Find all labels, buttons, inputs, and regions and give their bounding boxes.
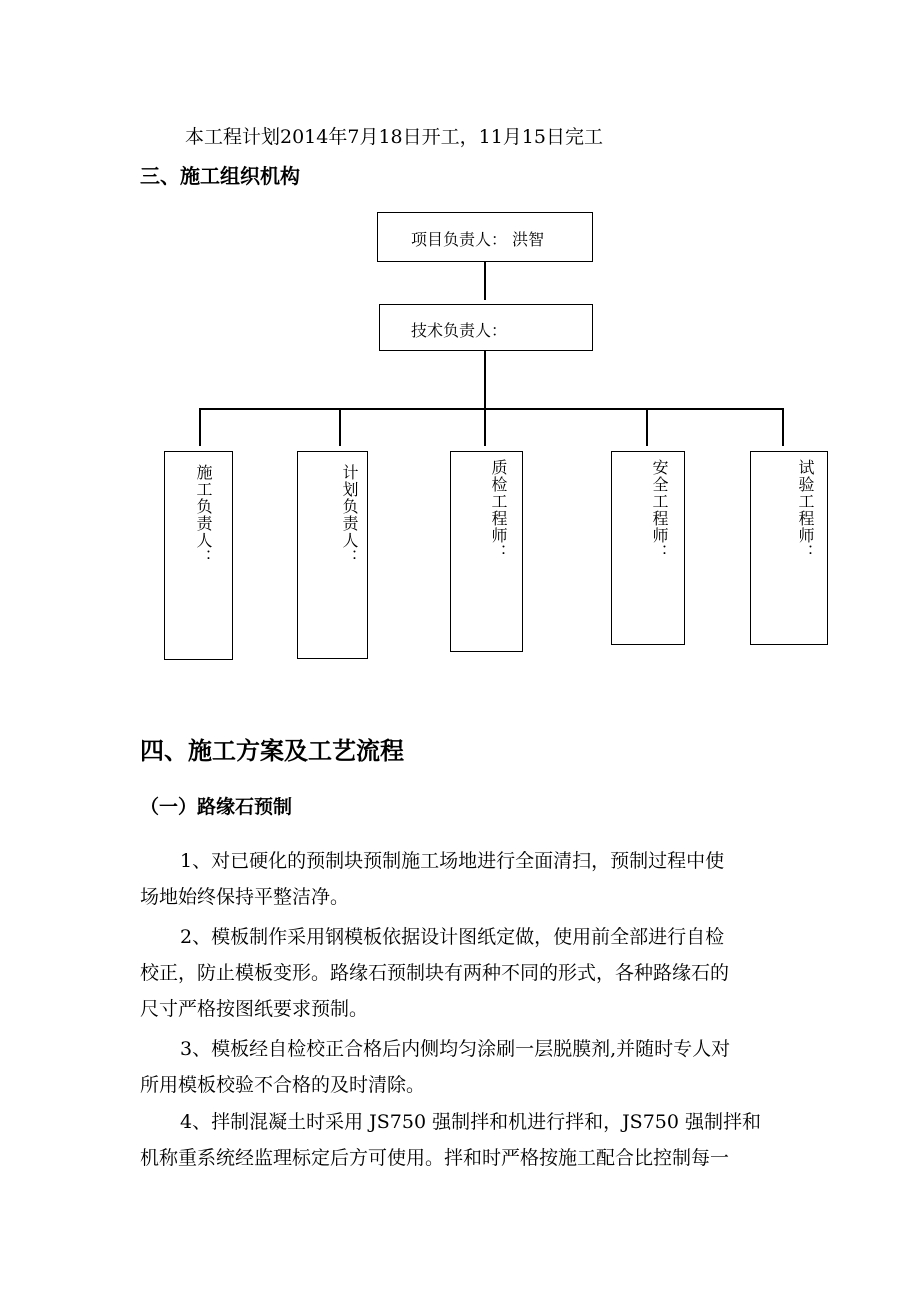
- paragraph-line: 校正，防止模板变形。路缘石预制块有两种不同的形式，各种路缘石的: [140, 962, 730, 984]
- connector-line: [339, 408, 341, 446]
- project-manager-label: 项目负责人： 洪智: [411, 230, 545, 249]
- paragraph: [140, 1104, 790, 1176]
- role-label: 计划负责人：: [340, 464, 359, 566]
- role-label: 施工负责人：: [194, 464, 213, 566]
- tech-manager-label: 技术负责人：: [411, 321, 508, 340]
- paragraph-line: 场地始终保持平整洁净。: [140, 886, 350, 908]
- connector-line: [646, 408, 648, 446]
- paragraph-line: 4、拌制混凝土时采用 JS750 强制拌和机进行拌和，JS750 强制拌和: [180, 1111, 762, 1133]
- connector-line: [484, 408, 486, 446]
- connector-line: [782, 408, 784, 446]
- role-box-construction: [164, 451, 233, 660]
- project-manager-box: [377, 212, 593, 262]
- role-box-planning: [297, 451, 368, 659]
- connector-bus: [199, 408, 783, 410]
- paragraph-line: 2、模板制作采用钢模板依据设计图纸定做，使用前全部进行自检: [180, 926, 725, 948]
- paragraph-line: 所用模板校验不合格的及时清除。: [140, 1074, 426, 1096]
- tech-manager-box: [379, 304, 593, 351]
- paragraph-line: 机称重系统经监理标定后方可使用。拌和时严格按施工配合比控制每一: [140, 1147, 730, 1169]
- schedule-text: 本工程计划2014年7月18日开工，11月15日完工: [185, 126, 603, 148]
- section-4-heading: 四、施工方案及工艺流程: [140, 737, 404, 765]
- role-label: 试验工程师：: [796, 459, 815, 561]
- paragraph: [140, 919, 790, 1027]
- role-label: 质检工程师：: [489, 459, 508, 561]
- paragraph-line: 1、对已硬化的预制块预制施工场地进行全面清扫，预制过程中使: [180, 850, 725, 872]
- section-3-heading: 三、施工组织机构: [140, 164, 300, 188]
- connector-line: [484, 262, 486, 300]
- role-box-safety: [611, 451, 685, 645]
- role-label: 安全工程师：: [650, 459, 669, 561]
- paragraph: [140, 1031, 790, 1103]
- paragraph-line: 3、模板经自检校正合格后内侧均匀涂刷一层脱膜剂,并随时专人对: [180, 1038, 731, 1060]
- role-box-quality: [450, 451, 523, 652]
- subsection-heading: （一）路缘石预制: [140, 796, 293, 818]
- paragraph: [140, 843, 790, 915]
- connector-line: [484, 351, 486, 409]
- role-box-testing: [750, 451, 828, 645]
- paragraph-line: 尺寸严格按图纸要求预制。: [140, 998, 369, 1020]
- connector-line: [199, 408, 201, 446]
